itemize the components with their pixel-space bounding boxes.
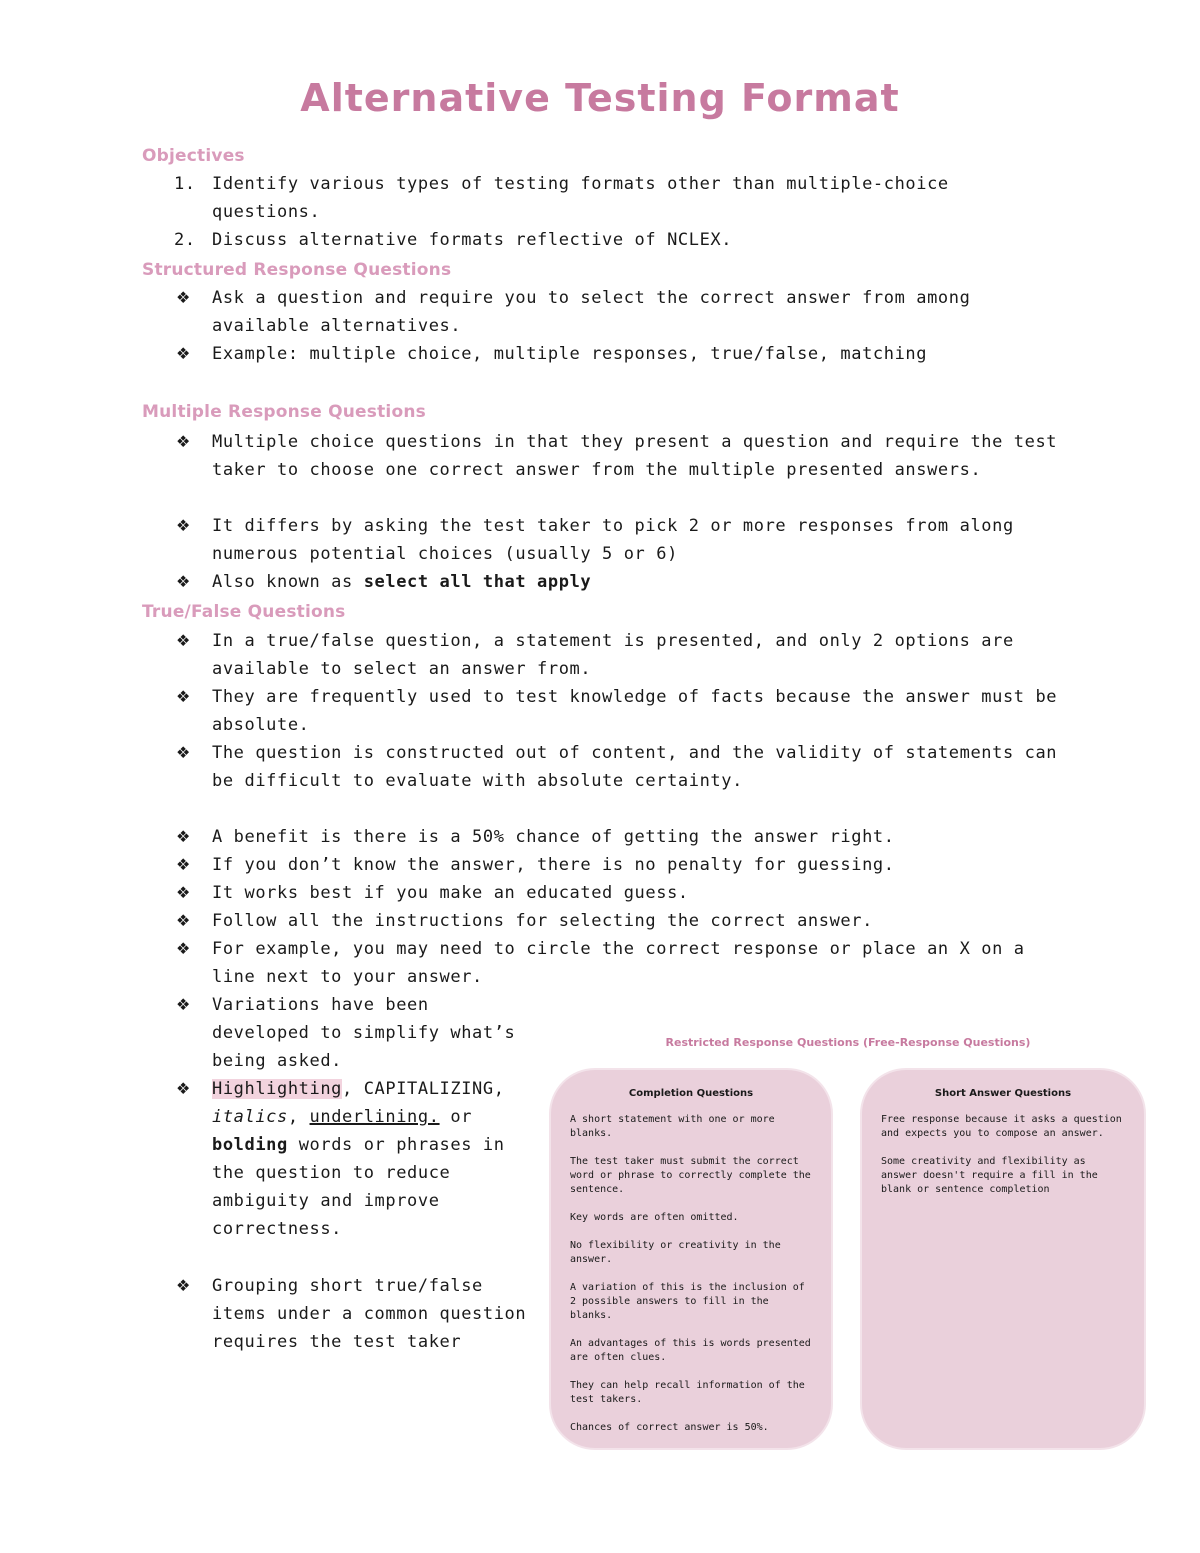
diamond-bullet-icon: ❖ — [176, 687, 191, 706]
truefalse-item — [176, 1075, 532, 1243]
objective-item — [174, 226, 1062, 254]
completion-paragraph: Chances of correct answer is 50%. — [570, 1422, 769, 1433]
restricted-heading: Restricted Response Questions (Free-Response Questions) — [665, 1036, 1031, 1049]
truefalse-text: For example, you may need to circle the correct response or place an X on a line next to your answer. — [212, 939, 1025, 987]
italics-example: italics — [212, 1107, 288, 1127]
objective-number: 1. — [174, 174, 196, 194]
diamond-bullet-icon: ❖ — [176, 855, 191, 874]
completion-card — [551, 1070, 831, 1448]
truefalse-text: Grouping short true/false items under a common question requires the test taker — [212, 1276, 527, 1352]
structured-item — [176, 340, 1062, 368]
short-answer-title: Short Answer Questions — [934, 1088, 1072, 1099]
truefalse-text: The question is constructed out of content, and the validity of statements can be difficult to evaluate with absolute certainty. — [212, 743, 1058, 791]
select-all-emphasis: select all that apply — [363, 572, 592, 592]
truefalse-item — [176, 823, 1062, 851]
document-title: Alternative Testing Format — [300, 76, 900, 120]
truefalse-item — [176, 879, 1062, 907]
truefalse-text: In a true/false question, a statement is presented, and only 2 options are available to select an answer from. — [212, 631, 1014, 679]
objectives-heading: Objectives — [142, 146, 245, 166]
truefalse-item — [176, 851, 1062, 879]
diamond-bullet-icon: ❖ — [176, 631, 191, 650]
truefalse-item — [176, 935, 1062, 991]
diamond-bullet-icon: ❖ — [176, 516, 191, 535]
objective-item — [174, 170, 1062, 226]
multiple-heading: Multiple Response Questions — [142, 402, 426, 422]
structured-text: Ask a question and require you to select the correct answer from among available alternatives. — [212, 288, 971, 336]
truefalse-heading: True/False Questions — [142, 602, 346, 622]
completion-paragraph: A short statement with one or more blanks. — [570, 1114, 775, 1139]
truefalse-text: A benefit is there is a 50% chance of getting the answer right. — [212, 827, 895, 847]
short-answer-paragraph: Some creativity and flexibility as answer doesn't require a fill in the blank or sentence completion — [881, 1156, 1098, 1195]
truefalse-text: Follow all the instructions for selecting the correct answer. — [212, 911, 873, 931]
completion-title: Completion Questions — [628, 1088, 754, 1099]
diamond-bullet-icon: ❖ — [176, 939, 191, 958]
truefalse-text: words or phrases in the question to reduce ambiguity and improve correctness. — [212, 1135, 505, 1239]
diamond-bullet-icon: ❖ — [176, 827, 191, 846]
truefalse-item — [176, 627, 1062, 683]
truefalse-item — [176, 907, 1062, 935]
short-answer-card — [862, 1070, 1144, 1448]
truefalse-text: They are frequently used to test knowledge of facts because the answer must be absolute. — [212, 687, 1058, 735]
truefalse-item — [176, 991, 532, 1075]
multiple-text: Multiple choice questions in that they present a question and require the test taker to choose one correct answer from the multiple presented answers. — [212, 432, 1058, 480]
completion-paragraph: They can help recall information of the test takers. — [570, 1380, 805, 1405]
multiple-item — [176, 428, 1062, 484]
truefalse-text: Variations have been developed to simplify what’s being asked. — [212, 995, 516, 1071]
truefalse-item — [176, 1272, 532, 1356]
bolding-example: bolding — [212, 1135, 288, 1155]
structured-heading: Structured Response Questions — [142, 260, 452, 280]
conjunction: or — [439, 1107, 473, 1127]
completion-paragraph: The test taker must submit the correct word or phrase to correctly complete the sentence. — [570, 1156, 811, 1195]
truefalse-text: If you don’t know the answer, there is no penalty for guessing. — [212, 855, 895, 875]
objective-text: Discuss alternative formats reflective of NCLEX. — [212, 230, 733, 250]
short-answer-paragraph: Free response because it asks a question and expects you to compose an answer. — [881, 1114, 1122, 1139]
diamond-bullet-icon: ❖ — [176, 344, 191, 363]
multiple-text: It differs by asking the test taker to pick 2 or more responses from along numerous potential choices (usually 5 or 6) — [212, 516, 1014, 564]
truefalse-item — [176, 739, 1062, 795]
truefalse-text: It works best if you make an educated guess. — [212, 883, 689, 903]
structured-text: Example: multiple choice, multiple responses, true/false, matching — [212, 344, 928, 364]
separator: , — [342, 1079, 364, 1099]
separator: , — [287, 1107, 310, 1127]
diamond-bullet-icon: ❖ — [176, 1276, 191, 1295]
multiple-item — [176, 512, 1062, 568]
diamond-bullet-icon: ❖ — [176, 911, 191, 930]
diamond-bullet-icon: ❖ — [176, 1079, 191, 1098]
diamond-bullet-icon: ❖ — [176, 743, 191, 762]
multiple-text: Also known as — [212, 572, 364, 592]
completion-paragraph: No flexibility or creativity in the answer. — [570, 1240, 781, 1265]
structured-item — [176, 284, 1062, 340]
diamond-bullet-icon: ❖ — [176, 432, 191, 451]
diamond-bullet-icon: ❖ — [176, 883, 191, 902]
truefalse-item — [176, 683, 1062, 739]
objective-number: 2. — [174, 230, 196, 250]
diamond-bullet-icon: ❖ — [176, 572, 191, 591]
underlining-example: underlining. — [309, 1107, 440, 1127]
multiple-item — [176, 568, 1062, 596]
objective-text: Identify various types of testing formats other than multiple-choice questions. — [212, 174, 949, 222]
capitalizing-example: CAPITALIZING, — [363, 1079, 505, 1099]
diamond-bullet-icon: ❖ — [176, 288, 191, 307]
highlighting-example: Highlighting — [212, 1079, 343, 1099]
diamond-bullet-icon: ❖ — [176, 995, 191, 1014]
completion-paragraph: A variation of this is the inclusion of 2 possible answers to fill in the blanks. — [570, 1282, 805, 1321]
completion-paragraph: Key words are often omitted. — [570, 1212, 739, 1223]
completion-paragraph: An advantages of this is words presented are often clues. — [570, 1338, 811, 1363]
